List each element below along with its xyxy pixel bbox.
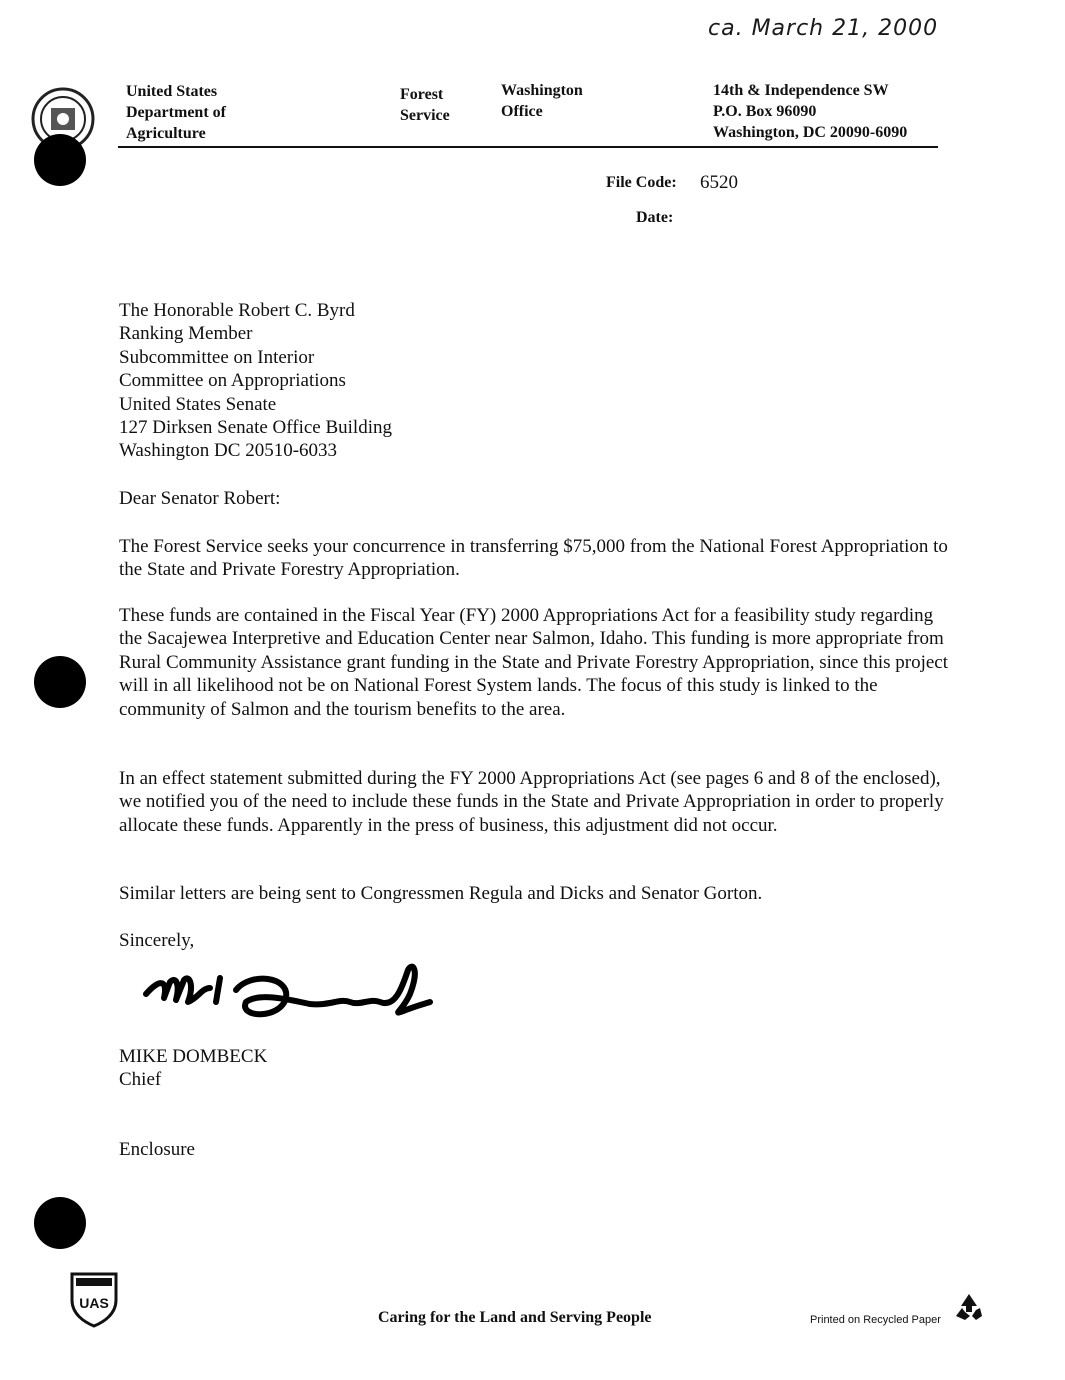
paragraph: The Forest Service seeks your concurrence in transferring $75,000 from the National Forest Appropriation to the State and Private Forestry Appropriation.	[119, 536, 948, 581]
agency-name: United States Department of Agriculture	[126, 83, 226, 142]
paragraph: In an effect statement submitted during the FY 2000 Appropriations Act (see pages 6 and 8 of the enclosed), we notified you of the need to include these funds in the State and Private Appropriation in order to properly allocate these funds. Apparently in the press of business, this adjustment did not occur.	[119, 768, 944, 836]
office-name: Washington Office	[501, 82, 583, 120]
signer-title: Chief	[119, 1069, 162, 1090]
signer-name: MIKE DOMBECK	[119, 1046, 268, 1067]
recipient-address: The Honorable Robert C. Byrd Ranking Member Subcommittee on Interior Committee on Appropriations United States Senate 127 Dirksen Senate Office Building Washington DC 20510-6033	[119, 300, 392, 462]
paragraph: These funds are contained in the Fiscal Year (FY) 2000 Appropriations Act for a feasibility study regarding the Sacajewea Interpretive and Education Center near Salmon, Idaho. This funding is more appropriate from Rural Community Assistance grant funding in the State and Private Forestry Appropriation, since this project will in all likelihood not be on National Forest System lands. The focus of this study is linked to the community of Salmon and the tourism benefits to the area.	[119, 605, 949, 720]
file-code-label: File Code:	[606, 174, 677, 191]
letterhead-rule	[118, 146, 938, 148]
handwritten-date-note: ca. March 21, 2000	[708, 16, 939, 41]
service-name: Forest Service	[400, 86, 450, 124]
signature-icon	[140, 958, 440, 1038]
closing: Sincerely,	[119, 930, 195, 951]
recycle-icon	[952, 1290, 986, 1324]
office-address: 14th & Independence SW P.O. Box 96090 Washington, DC 20090-6090	[713, 82, 908, 141]
forest-service-shield-icon	[68, 1270, 120, 1328]
file-code-value: 6520	[700, 172, 738, 193]
enclosure-note: Enclosure	[119, 1139, 195, 1160]
punch-hole	[34, 1197, 86, 1249]
punch-hole	[34, 656, 86, 708]
footer-motto: Caring for the Land and Serving People	[378, 1309, 652, 1326]
punch-hole	[34, 134, 86, 186]
salutation: Dear Senator Robert:	[119, 488, 281, 509]
paragraph: Similar letters are being sent to Congressmen Regula and Dicks and Senator Gorton.	[119, 883, 763, 904]
shield-text: UAS	[79, 1295, 109, 1311]
date-label: Date:	[636, 209, 674, 226]
recycled-paper-note: Printed on Recycled Paper	[810, 1314, 941, 1326]
